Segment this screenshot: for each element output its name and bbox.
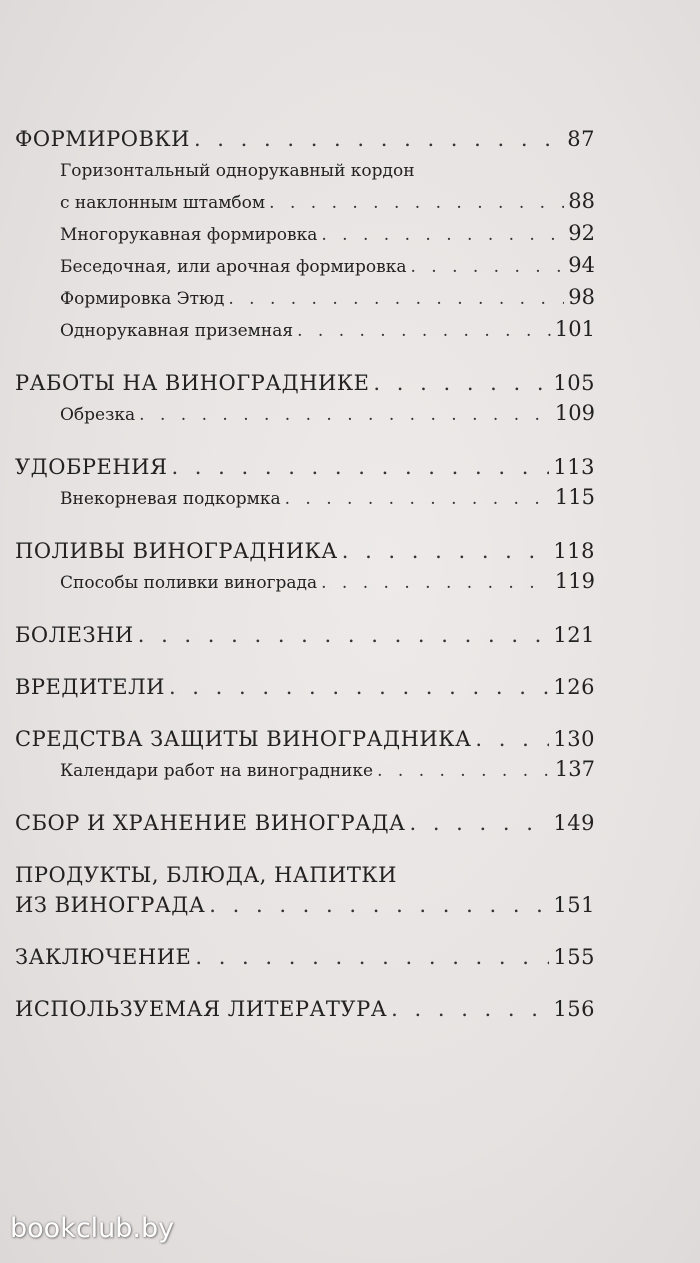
dot-leader [194,124,563,154]
dot-leader [171,452,549,482]
toc-entry [15,890,595,920]
dot-leader [342,536,550,566]
toc-entry-title: ИЗ ВИНОГРАДА [15,893,206,917]
toc-entry [15,672,595,702]
dot-leader [169,672,549,702]
toc-entry-title: Беседочная, или арочная формировка [60,257,407,277]
dot-leader [377,756,551,786]
dot-leader [373,368,549,398]
toc-entry-page: 118 [553,539,595,563]
toc-entry [15,620,595,650]
toc-entry [15,566,595,598]
toc-entry-title: ПОЛИВЫ ВИНОГРАДНИКА [15,539,338,563]
toc-entry-page: 113 [553,455,595,479]
toc-entry-page: 87 [567,127,595,151]
toc-entry [15,124,595,154]
toc-entry-page: 151 [553,893,595,917]
toc-entry [15,398,595,430]
toc-entry-title: ФОРМИРОВКИ [15,127,190,151]
dot-leader [410,252,564,282]
dot-leader [321,220,564,250]
toc-entry [15,452,595,482]
toc-entry-page: 130 [553,727,595,751]
dot-leader [409,808,549,838]
toc-entry-title: с наклонным штамбом [60,193,266,213]
toc-entry-title: ВРЕДИТЕЛИ [15,675,165,699]
dot-leader [138,620,550,650]
toc-entry-title: Календари работ на винограднике [60,761,374,781]
toc-entry-page: 98 [568,285,595,309]
dot-leader [321,568,551,598]
toc-entry-title: Однорукавная приземная [60,321,294,341]
toc-entry [15,314,595,346]
toc-entry-page: 115 [554,485,595,509]
toc-entry-page: 121 [553,623,595,647]
toc-entry-page: 92 [568,221,595,245]
toc-entry [15,218,595,250]
toc-entry [15,186,595,218]
dot-leader [209,890,549,920]
toc-entry-title: Обрезка [60,405,136,425]
toc-entry-page: 126 [553,675,595,699]
toc-entry-page: 101 [554,317,595,341]
toc-entry-page: 94 [568,253,595,277]
toc-entry-page: 155 [553,945,595,969]
toc-entry-title: ЗАКЛЮЧЕНИЕ [15,945,192,969]
toc-entry [15,994,595,1024]
toc-entry-page: 109 [554,401,595,425]
toc-entry-title: Формировка Этюд [60,289,225,309]
toc-entry [15,724,595,754]
toc-entry-title: Внекорневая подкормка [60,489,281,509]
toc-entry [15,754,595,786]
toc-entry-title: Способы поливки винограда [60,573,318,593]
toc-entry-title: СРЕДСТВА ЗАЩИТЫ ВИНОГРАДНИКА [15,727,472,751]
toc-entry [15,282,595,314]
toc-entry-title: УДОБРЕНИЯ [15,455,168,479]
toc-entry [15,368,595,398]
table-of-contents [15,124,595,1024]
toc-entry-title: ИСПОЛЬЗУЕМАЯ ЛИТЕРАТУРА [15,997,388,1021]
toc-entry-page: 137 [554,757,595,781]
toc-entry-title-line1: Горизонтальный однорукавный кордон [60,161,415,181]
toc-entry-title: Многорукавная формировка [60,225,318,245]
toc-entry-page: 105 [553,371,595,395]
toc-entry-title: РАБОТЫ НА ВИНОГРАДНИКЕ [15,371,370,395]
toc-entry-page: 119 [554,569,595,593]
toc-entry [15,250,595,282]
toc-entry [15,942,595,972]
dot-leader [139,400,551,430]
toc-entry-page: 149 [553,811,595,835]
toc-entry-page: 88 [568,189,595,213]
toc-entry-title: БОЛЕЗНИ [15,623,134,647]
dot-leader [475,724,549,754]
dot-leader [228,284,564,314]
dot-leader [297,316,551,346]
dot-leader [391,994,549,1024]
dot-leader [195,942,549,972]
toc-entry-title: СБОР И ХРАНЕНИЕ ВИНОГРАДА [15,811,406,835]
toc-entry-page: 156 [553,997,595,1021]
toc-entry [15,808,595,838]
dot-leader [285,484,551,514]
site-watermark: bookclub.by [10,1213,175,1244]
dot-leader [269,188,564,218]
toc-entry [15,482,595,514]
toc-entry-title-line1: ПРОДУКТЫ, БЛЮДА, НАПИТКИ [15,863,397,887]
toc-entry [15,536,595,566]
